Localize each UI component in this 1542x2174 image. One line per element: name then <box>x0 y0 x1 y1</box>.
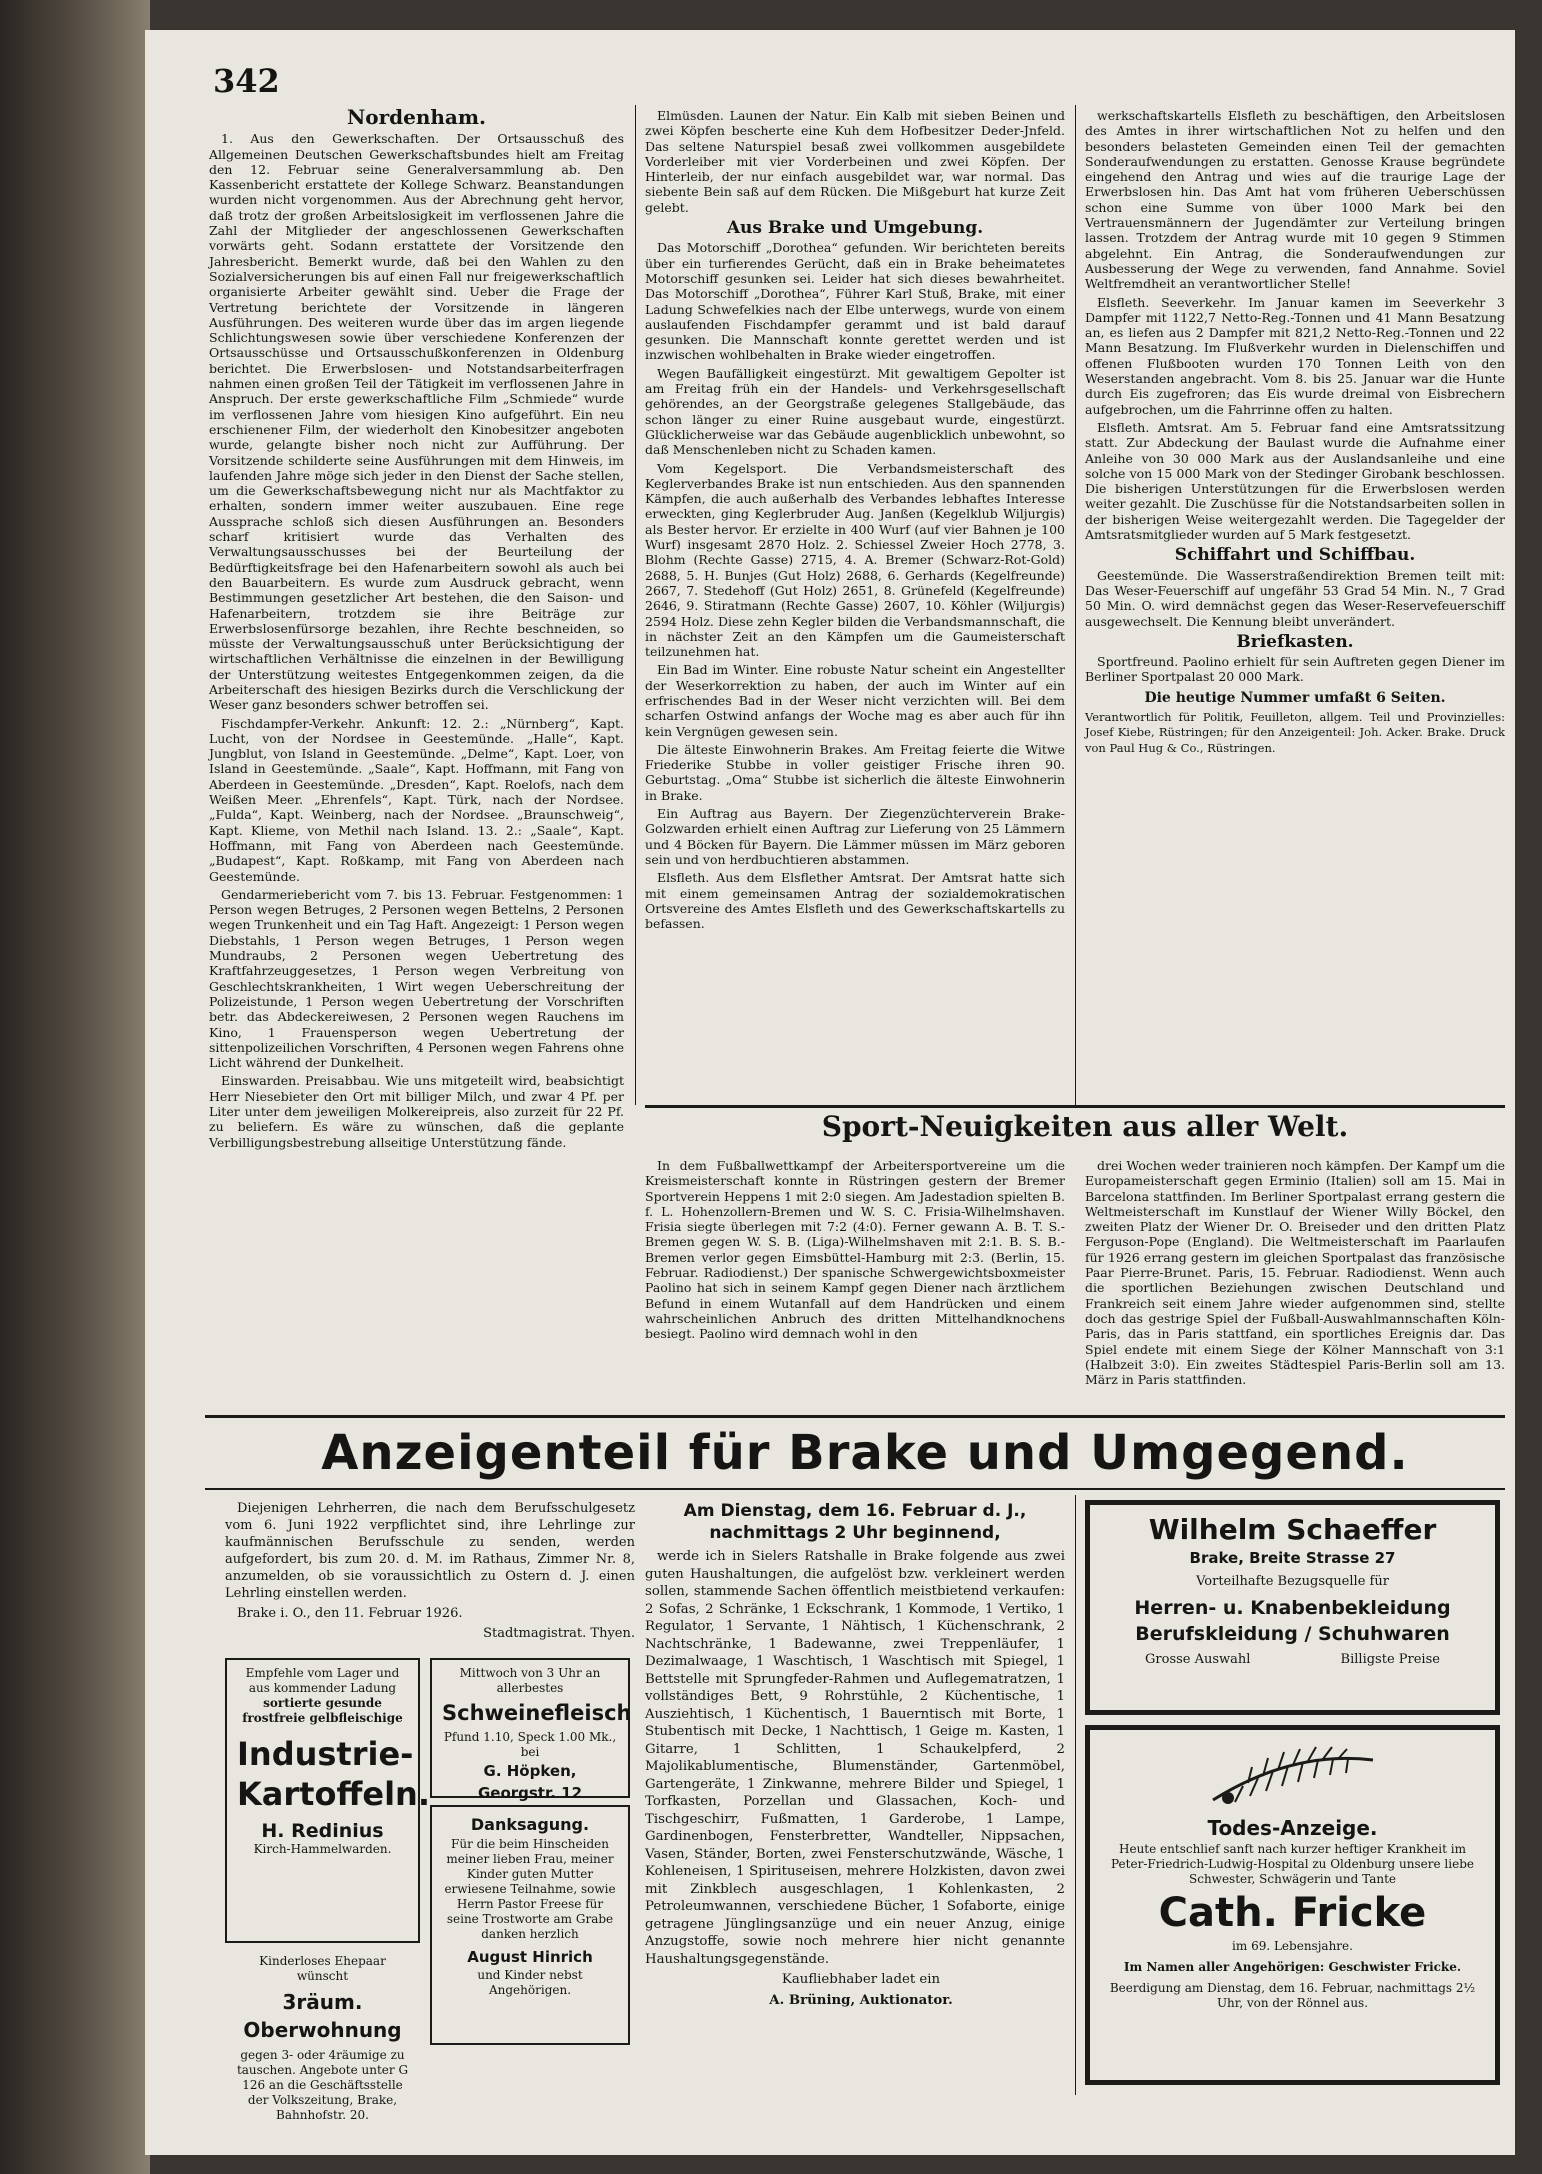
section-heading-schiffahrt: Schiffahrt und Schiffbau. <box>1174 545 1416 566</box>
ad-todes-burial: Beerdigung am Dienstag, dem 16. Februar, nachmittags 2½ Uhr, von der Rönnel aus. <box>1109 1981 1476 2010</box>
sport-top-rule <box>645 1105 1505 1108</box>
article-sportfreund: Sportfreund. Paolino erhielt für sein Auftreten gegen Diener im Berliner Sportpalast 20 000 Mark. <box>1085 654 1505 685</box>
column-nordenham <box>209 105 624 1323</box>
article-kegelsport: Vom Kegelsport. Die Verbandsmeisterschaft des Keglerverbandes Brake ist nun entschieden. Aus den spannenden Kämpfen, die auch außerhalb des Verbandes lebhaftes Interesse erweckten, ging Keglerbruder Aug. Janßen (Kegelklub Wiljurgis) als Bester hervor. Er erzielte in 400 Wurf (auf vier Bahnen je 100 Wurf) insgesamt 2870 Holz. 2. Schiessel Zweier Hoch 2778, 3. Blohm (Rechte Gasse) 2715, 4. A. Bremer (Schwarz-Rot-Gold) 2688, 5. H. Bunjes (Gut Holz) 2688, 6. Gerhards (Kegelfreunde) 2667, 7. Stedehoff (Gut Holz) 2651, 8. Grünefeld (Kegelfreunde) 2646, 9. Stiratmann (Rechte Gasse) 2607, 10. Köhler (Wiljurgis) 2594 Holz. Diese zehn Kegler bilden die Verbandsmannschaft, die in nächster Zeit an den Kämpfen um die Gaumeisterschaft teilzunehmen hat. <box>645 460 1065 660</box>
ad-schaeffer-sub: Vorteilhafte Bezugsquelle für <box>1196 1574 1389 1589</box>
column-brake <box>645 108 1065 1103</box>
ad-auktion-sign1: Kaufliebhaber ladet ein <box>781 1972 941 1987</box>
ad-kartoffeln-big: Industrie-Kartoffeln. <box>237 1735 430 1813</box>
section-heading-briefkasten: Briefkasten. <box>1236 631 1354 652</box>
article-gewerkschaftskartell: werkschaftskartells Elsfleth zu beschäftigen, den Arbeitslosen des Amtes in ihrer wirtschaftlichen Not zu helfen und den besonders belasteten Gemeinden einen Teil der gemachten Sonderaufwendungen zu erstatten. Genosse Krause begründete eingehend den Antrag und wies auf die traurige Lage der Erwerbslosen hin. Das Amt hat vom früheren Ueberschüssen schon eine Summe von über 1000 Mark bei den Vertrauensmännern der Jugendämter zur Verteilung bringen lassen. Trotzdem der Antrag wurde mit 10 gegen 9 Stimmen abgelehnt. Ein Antrag, die Sonderaufwendungen zur Ausbesserung der Wege zu verwenden, fand Annahme. Soviel Weltfremdheit an verantwortlicher Stelle! <box>1085 108 1505 292</box>
ad-schaeffer-footer <box>1100 1651 1485 1669</box>
article-aelteste-einwohnerin: Die älteste Einwohnerin Brakes. Am Freitag feierte die Witwe Friederike Stubbe in voller geistiger Frische ihren 90. Geburtstag. „Oma“ Stubbe ist sicherlich die älteste Einwohnerin in Brake. <box>645 741 1065 803</box>
ad-dank-name: August Hinrich <box>467 1948 593 1966</box>
newspaper-page <box>145 30 1515 2155</box>
ad-todes-age: im 69. Lebensjahre. <box>1232 1939 1353 1953</box>
palm-frond-icon <box>1203 1740 1383 1810</box>
ad-todes-name: Cath. Fricke <box>1158 1890 1427 1936</box>
ad-fleisch-big: Schweinefleisch <box>442 1701 632 1725</box>
ad-wohnung-text: gegen 3- oder 4räumige zu tauschen. Angebote unter G 126 an die Geschäftsstelle der Volkszeitung, Brake, Bahnhofstr. 20. <box>236 2048 409 2122</box>
ad-kartoffeln <box>225 1658 430 1943</box>
ad-dank-tail: und Kinder nebst Angehörigen. <box>477 1968 583 1997</box>
article-dorothea: Das Motorschiff „Dorothea“ gefunden. Wir berichteten bereits über ein turfierendes Gerücht, daß ein in Brake beheimatetes Motorschiff gesunken sei. Leider hat sich dieses bewahrheitet. Das Motorschiff „Dorothea“, Führer Karl Stuß, Brake, mit einer Ladung Schwefelkies nach der Elbe unterwegs, wurde von einem auslaufenden Fischdampfer gerammt und ist bald darauf gesunken. Die Mannschaft konnte gerettet werden und ist inzwischen wohlbehalten in Brake wieder eingetroffen. <box>645 240 1065 363</box>
ad-todes-text: Heute entschlief sanft nach kurzer heftiger Krankheit im Peter-Friedrich-Ludwig-Hospital zu Oldenburg unsere liebe Schwester, Schwägerin und Tante <box>1111 1842 1474 1886</box>
ad-kartoffeln-sub: sortierte gesunde frostfreie gelbfleischige <box>242 1696 403 1725</box>
article-fischdampfer: Fischdampfer-Verkehr. Ankunft: 12. 2.: „Nürnberg“, Kapt. Lucht, von der Nordsee in Geestemünde. „Halle“, Kapt. Jungblut, von Island in Geestemünde. „Delme“, Kapt. Loer, von Island in Geestemünde. „Saale“, Kapt. Hoffmann, mit Fang von Aberdeen in Geestemünde. „Dresden“, Kapt. Roelofs, nach dem Weißen Meer. „Ehrenfels“, Kapt. Türk, nach der Nordsee. „Fulda“, Kapt. Weinberg, nach der Nordsee. „Braunschweig“, Kapt. Klieme, von Methil nach Island. 13. 2.: „Saale“, Kapt. Hoffmann, mit Fang von Aberdeen nach Geestemünde. „Budapest“, Kapt. Roßkamp, mit Fang von Aberdeen nach Geestemünde. <box>209 715 624 884</box>
article-elmuesden: Elmüsden. Launen der Natur. Ein Kalb mit sieben Beinen und zwei Köpfen bescherte eine Kuh dem Hofbesitzer Deder-Jnfeld. Das seltene Naturspiel besaß zwei vollkommen ausgebildete Vorderleiber mit vier Vorderbeinen und zwei Köpfen. Der Hinterleib, der nur einfach ausgebildet war, war normal. Das siebente Bein saß auf dem Rücken. Die Mißgeburt hat kurze Zeit gelebt. <box>645 108 1065 215</box>
ad-top-rule <box>205 1415 1505 1418</box>
ad-schaeffer-name: Wilhelm Schaeffer <box>1148 1513 1437 1546</box>
ad-kartoffeln-name: H. Redinius <box>261 1820 384 1842</box>
ad-dank-title: Danksagung. <box>470 1815 590 1834</box>
sport-text-right: drei Wochen weder trainieren noch kämpfen. Der Kampf um die Europameisterschaft gegen Erminio (Italien) soll am 15. Mai in Barcelona stattfinden. Im Berliner Sportpalast errang gestern die Weltmeisterschaft im Kunstlauf der Wiener Willy Böckel, den zweiten Platz der Wiener Dr. O. Breiseder und den dritten Platz Ferguson-Pope (England). Die Weltmeisterschaft im Paarlaufen für 1926 errang gestern im gleichen Sportpalast das französische Paar Pierre-Brunet. Paris, 15. Februar. Radiodienst. Wenn auch die sportlichen Beziehungen zwischen Deutschland und Frankreich seit einem Jahre wieder aufgenommen sind, stellte doch das gestrige Spiel der Fußball-Auswahlmannschaften Köln-Paris, das in Paris stattfand, ein sportliches Ereignis dar. Das Spiel endete mit einem Siege der Kölner Mannschaft von 3:1 (Halbzeit 3:0). Ein zweites Städtespiel Paris-Berlin soll am 13. März in Paris stattfinden. <box>1085 1158 1505 1388</box>
ad-schaeffer-left: Grosse Auswahl <box>1145 1652 1251 1667</box>
sport-column-right <box>1085 1158 1505 1408</box>
article-elsfleth-amtsrat: Elsfleth. Aus dem Elsflether Amtsrat. Der Amtsrat hatte sich mit einem gemeinsamen Antrag der sozialdemokratischen Ortsvereine des Amtes Elsfleth und des Gewerkschaftskartells zu befassen. <box>645 870 1065 932</box>
ad-schaeffer-right: Billigste Preise <box>1340 1652 1440 1667</box>
ad-schweinefleisch <box>430 1658 632 1802</box>
column-divider <box>635 105 636 1105</box>
article-amtsrat: Elsfleth. Amtsrat. Am 5. Februar fand eine Amtsratssitzung statt. Zur Abdeckung der Baulast wurde die Aufnahme einer Anleihe von 30 000 Mark aus der Auslandsanleihe und eine solche von 15 000 Mark von der Stedinger Girobank beschlossen. Die bisherigen Unterstützungen für die Erwerbslosen werden weiter gezahlt. Die Zuschüsse für die Notstandsarbeiten sollen in der bisherigen Weise weitergezahlt werden. Die Tagegelder der Amtsratsmitglieder wurden auf 5 Mark festgesetzt. <box>1085 419 1505 543</box>
article-einswarden: Einswarden. Preisabbau. Wie uns mitgeteilt wird, beabsichtigt Herr Niesebieter den Ort mit billiger Milch, und zwar 4 Pf. per Liter unter dem jeweiligen Molkereipreis, also zurzeit für 22 Pf. zu beliefern. Es wäre zu wünschen, daß die geplante Verbilligungsbestrebung allseitige Unterstützung fände. <box>209 1073 624 1150</box>
page-number: 342 <box>213 62 280 100</box>
article-eingestuerzt: Wegen Baufälligkeit eingestürzt. Mit gewaltigem Gepolter ist am Freitag früh ein der Handels- und Verkehrsgesellschaft gehörendes, an der Georgstraße gelegenes Stallgebäude, das schon länger zu einer Ruine ausgebaut wurde, eingestürzt. Glücklicherweise war das Gebäude augenblicklich unbewohnt, so daß Menschenleben nicht zu Schaden kamen. <box>645 365 1065 458</box>
section-heading-nordenham: Nordenham. <box>346 105 487 129</box>
column-divider <box>1075 105 1076 1105</box>
ad-lehrherren-office: Stadtmagistrat. Thyen. <box>483 1626 635 1641</box>
ad-kartoffeln-top: Empfehle vom Lager und aus kommender Ladung <box>245 1666 400 1695</box>
ad-fleisch-addr: G. Höpken, Georgstr. 12 <box>477 1762 583 1802</box>
sport-title: Sport-Neuigkeiten aus aller Welt. <box>821 1110 1349 1143</box>
ad-lehrherren-text: Diejenigen Lehrherren, die nach dem Berufsschulgesetz vom 6. Juni 1922 verpflichtet sind, ihre Lehrlinge zur kaufmännischen Berufsschule zu senden, werden aufgefordert, bis zum 20. d. M. im Rathaus, Zimmer Nr. 8, anzumelden, ob sie voraussichtlich zu Ostern d. J. einen Lehrling einstellen werden. <box>225 1501 635 1601</box>
issue-note: Die heutige Nummer umfaßt 6 Seiten. <box>1144 689 1446 706</box>
ad-schaeffer <box>1085 1500 1500 1715</box>
ad-todes-family: Im Namen aller Angehörigen: Geschwister Fricke. <box>1123 1960 1462 1974</box>
ad-wohnung-big: 3räum. Oberwohnung <box>243 1990 402 2042</box>
ad-kartoffeln-place: Kirch-Hammelwarden. <box>253 1842 392 1856</box>
ad-dank-text: Für die beim Hinscheiden meiner lieben Frau, meiner Kinder guten Mutter erwiesene Teilnahme, sowie Herrn Pastor Freese für seine Trostworte am Grabe danken herzlich <box>444 1837 616 1941</box>
ad-todesanzeige <box>1085 1725 1500 2085</box>
ad-danksagung <box>430 1805 630 2045</box>
article-auftrag-bayern: Ein Auftrag aus Bayern. Der Ziegenzüchterverein Brake-Golzwarden erhielt einen Auftrag zur Lieferung von 25 Lämmern und 4 Böcken für Bayern. Die Lämmer müssen im März geboren sein und von herdbuchtieren abstammen. <box>645 806 1065 867</box>
article-seeverkehr: Elsfleth. Seeverkehr. Im Januar kamen im Seeverkehr 3 Dampfer mit 1122,7 Netto-Reg.-Tonnen und 41 Mann Besatzung an, es liefen aus 2 Dampfer mit 821,2 Netto-Reg.-Tonnen und 22 Mann Besatzung. Im Flußverkehr wurden in Dielenschiffen und offenen Flußbooten wurden 170 Tonnen Leith von den Weserstanden angebracht. Vom 8. bis 25. Januar war die Hunte durch Eis zugefroren; das Eis wurde dreimal von Eisbrechern aufgebrochen, um die Fahrrinne offen zu halten. <box>1085 294 1505 417</box>
article-bad-im-winter: Ein Bad im Winter. Eine robuste Natur scheint ein Angestellter der Weserkorrektion zu haben, der auch im Winter auf ein erfrischendes Bad in der Weser nicht verzichten will. Bei dem scharfen Ostwind anfangs der Woche mag es aber auch für ihn kein Vergnügen gewesen sein. <box>645 662 1065 739</box>
sport-text-left: In dem Fußballwettkampf der Arbeitersportvereine um die Kreismeisterschaft konnte in Rüstringen gestern der Bremer Sportverein Heppens 1 mit 2:0 siegen. Am Jadestadion spielten B. f. L. Hohenzollern-Bremen und W. S. C. Frisia-Wilhelmshaven. Frisia siegte überlegen mit 7:2 (4:0). Ferner gewann A. B. T. S.-Bremen gegen W. S. B. (Liga)-Wilhelmshaven mit 2:1. B. S. B.-Bremen verlor gegen Eimsbüttel-Hamburg mit 2:3. (Berlin, 15. Februar. Radiodienst.) Der spanische Schwergewichtsboxmeister Paolino hat sich in seinem Kampf gegen Diener nach ärztlichem Befund in einem Wutanfall auf dem Handrücken und einem wahrscheinlichen Anbruch des dritten Mittelhandknochens besiegt. Paolino wird demnach wohl in den <box>645 1158 1065 1342</box>
ad-fleisch-top: Mittwoch von 3 Uhr an allerbestes <box>459 1666 601 1695</box>
imprint: Verantwortlich für Politik, Feuilleton, allgem. Teil und Provinzielles: Josef Kiebe, Rüstringen; für den Anzeigenteil: Joh. Acker. Brake. Druck von Paul Hug & Co., Rüstringen. <box>1085 709 1505 755</box>
ad-wohnung <box>225 1948 420 2122</box>
ad-column-divider <box>1075 1495 1076 2095</box>
ad-schaeffer-big1: Herren- u. Knabenbekleidung <box>1134 1597 1451 1619</box>
ad-title-rule <box>205 1488 1505 1490</box>
ad-section-title: Anzeigenteil für Brake und Umgegend. <box>321 1425 1409 1481</box>
article-gewerkschaften: 1. Aus den Gewerkschaften. Der Ortsausschuß des Allgemeinen Deutschen Gewerkschaftsbundes hielt am Freitag den 12. Februar seine Generalversammlung ab. Den Kassenbericht erstattete der Kollege Schwarz. Beanstandungen wurden nicht vorgenommen. Aus der Abrechnung geht hervor, daß trotz der großen Arbeitslosigkeit im verflossenen Jahre die Zahl der Mitglieder der angeschlossenen Gewerkschaften vorwärts geht. Sodann erstattete der Vorsitzende den Jahresbericht. Bemerkt wurde, daß bei den Wahlen zu den Sozialversicherungen bis auf einen Fall nur freigewerkschaftlich organisierte Arbeiter gewählt sind. Ueber die Frage der Vertretung berichtete der Vorsitzende in längeren Ausführungen. Des weiteren wurde über das im argen liegende Schlichtungswesen sowie über verschiedene Konferenzen der Ortsausschüsse und Ortsausschußkonferenzen in Oldenburg berichtet. Die Erwerbslosen- und Notstandsarbeiterfragen nahmen einen großen Teil der Tätigkeit im verflossenen Jahre in Anspruch. Der erste gewerkschaftliche Film „Schmiede“ wurde im verflossenen Jahre vom hiesigen Kino aufgeführt. Ein neu erschienener Film, der wiederholt den Kinobesitzer angeboten wurde, gelangte bisher noch nicht zur Aufführung. Der Vorsitzende schilderte seine Ausführungen mit dem Hinweis, im laufenden Jahre möge sich jeder in den Dienst der Sache stellen, um die Gewerkschaftsbewegung nicht nur als Machtfaktor zu erhalten, sondern immer weiter auszubauen. Eine rege Aussprache schloß sich diesen Ausführungen an. Besonders scharf kritisiert wurde das Verhalten des Verwaltungsausschusses bei der Beurteilung der Bedürftigkeitsfrage bei den Hafenarbeitern sowohl als auch bei den Bauarbeitern. Es wurde zum Ausdruck gebracht, wenn Bestimmungen gesetzlicher Art bestehen, die den Saison- und Hafenarbeitern, trotzdem sie ihre Beiträge zur Erwerbslosenfürsorge bezahlen, ihre Rechte beschneiden, so müsste der Verwaltungsausschuß unter Berücksichtigung der wirtschaftlichen Verhältnisse die einzelnen in der Bewilligung der Unterstützung weitestes Entgegenkommen zeigen, da die Arbeiterschaft des hiesigen Bezirks durch die Verschlickung der Weser ganz besonders schwer betroffen sei. <box>209 131 624 713</box>
ad-wohnung-top: Kinderloses Ehepaar wünscht <box>259 1954 386 1983</box>
column-elsfleth <box>1085 108 1505 1103</box>
ad-auktion-head: Am Dienstag, dem 16. Februar d. J., nachmittags 2 Uhr beginnend, <box>683 1501 1027 1543</box>
ad-schaeffer-big2: Berufskleidung / Schuhwaren <box>1135 1623 1450 1645</box>
ad-todes-title: Todes-Anzeige. <box>1207 1816 1378 1840</box>
ad-auktion-sign2: A. Brüning, Auktionator. <box>769 1992 953 2008</box>
section-heading-brake: Aus Brake und Umgebung. <box>726 218 984 239</box>
article-feuerschiff: Geestemünde. Die Wasserstraßendirektion Bremen teilt mit: Das Weser-Feuerschiff auf ungefähr 53 Grad 54 Min. N., 7 Grad 50 Min. O. wird demnächst gegen das Weser-Reservefeuerschiff ausgewechselt. Die Kennung bleibt unverändert. <box>1085 567 1505 629</box>
ad-auktion-text: werde ich in Sielers Ratshalle in Brake folgende aus zwei guten Haushaltungen, die aufgelöst bzw. verkleinert werden sollen, stammende Sachen öffentlich meistbietend verkaufen: 2 Sofas, 2 Schränke, 1 Eckschrank, 1 Kommode, 1 Vertiko, 1 Regulator, 1 Servante, 1 Nähtisch, 1 Küchenschrank, 2 Nachtschränke, 1 Badewanne, zwei Treppenläufer, 1 Dezimalwaage, 1 Waschtisch, 1 Waschtisch mit Spiegel, 1 Bettstelle mit Sprungfeder-Rahmen und Auflegematratzen, 1 vollständiges Bett, 9 Rohrstühle, 2 Küchentische, 1 Ausziehtisch, 1 Küchentisch, 1 Bauerntisch mit Borte, 1 Stubentisch mit Decke, 1 Nachttisch, 1 Geige m. Kasten, 1 Gitarre, 1 Schlitten, 1 Schaukelpferd, 2 Majolikablumentische, Blumenständer, Gartenmöbel, Gartengeräte, 1 Zinkwanne, mehrere Bilder und Spiegel, 1 Torfkasten, Porzellan und Glassachen, Koch- und Tischgeschirr, Fußmatten, 1 Garderobe, 1 Lampe, Gardinenbogen, Fensterbretter, Wandteller, Nippsachen, Vasen, Ständer, Borten, zwei Fensterschutzwände, Wäsche, 1 Kohleneisen, 1 Spirituseisen, mehrere Holzkisten, davon zwei mit Zinkblech ausgeschlagen, 1 Kohlenkasten, 2 Petroleumwannen, verschiedene Bücher, 1 Sofaborte, einige getragene Jünglingsanzüge und ein neuer Anzug, einige Anzugstoffe, sowie noch mehrere hier nicht genannte Haushaltungsgegenstände. <box>645 1549 1065 1967</box>
ad-schaeffer-addr: Brake, Breite Strasse 27 <box>1189 1549 1396 1567</box>
article-gendarmerie: Gendarmeriebericht vom 7. bis 13. Februar. Festgenommen: 1 Person wegen Betruges, 2 Personen wegen Bettelns, 2 Personen wegen Trunkenheit und ein Tag Haft. Angezeigt: 1 Person wegen Diebstahls, 1 Person wegen Betruges, 1 Person wegen Mundraubs, 2 Personen wegen Uebertretung des Kraftfahrzeuggesetzes, 1 Person wegen Verbreitung von Geschlechtskrankheiten, 1 Wirt wegen Ueberschreitung der Polizeistunde, 1 Person wegen Uebertretung der Vorschriften betr. das Abdeckereiwesen, 2 Personen wegen Rauchens im Kino, 1 Frauensperson wegen Uebertretung der sittenpolizeilichen Vorschriften, 4 Personen wegen Fahrens ohne Licht während der Dunkelheit. <box>209 886 624 1071</box>
ad-lehrherren <box>225 1500 635 1650</box>
ad-fleisch-price: Pfund 1.10, Speck 1.00 Mk., bei <box>443 1730 617 1759</box>
ad-lehrherren-date: Brake i. O., den 11. Februar 1926. <box>237 1606 463 1621</box>
sport-column-left <box>645 1158 1065 1408</box>
book-binding <box>0 0 150 2174</box>
ad-auktion <box>645 1500 1065 2090</box>
